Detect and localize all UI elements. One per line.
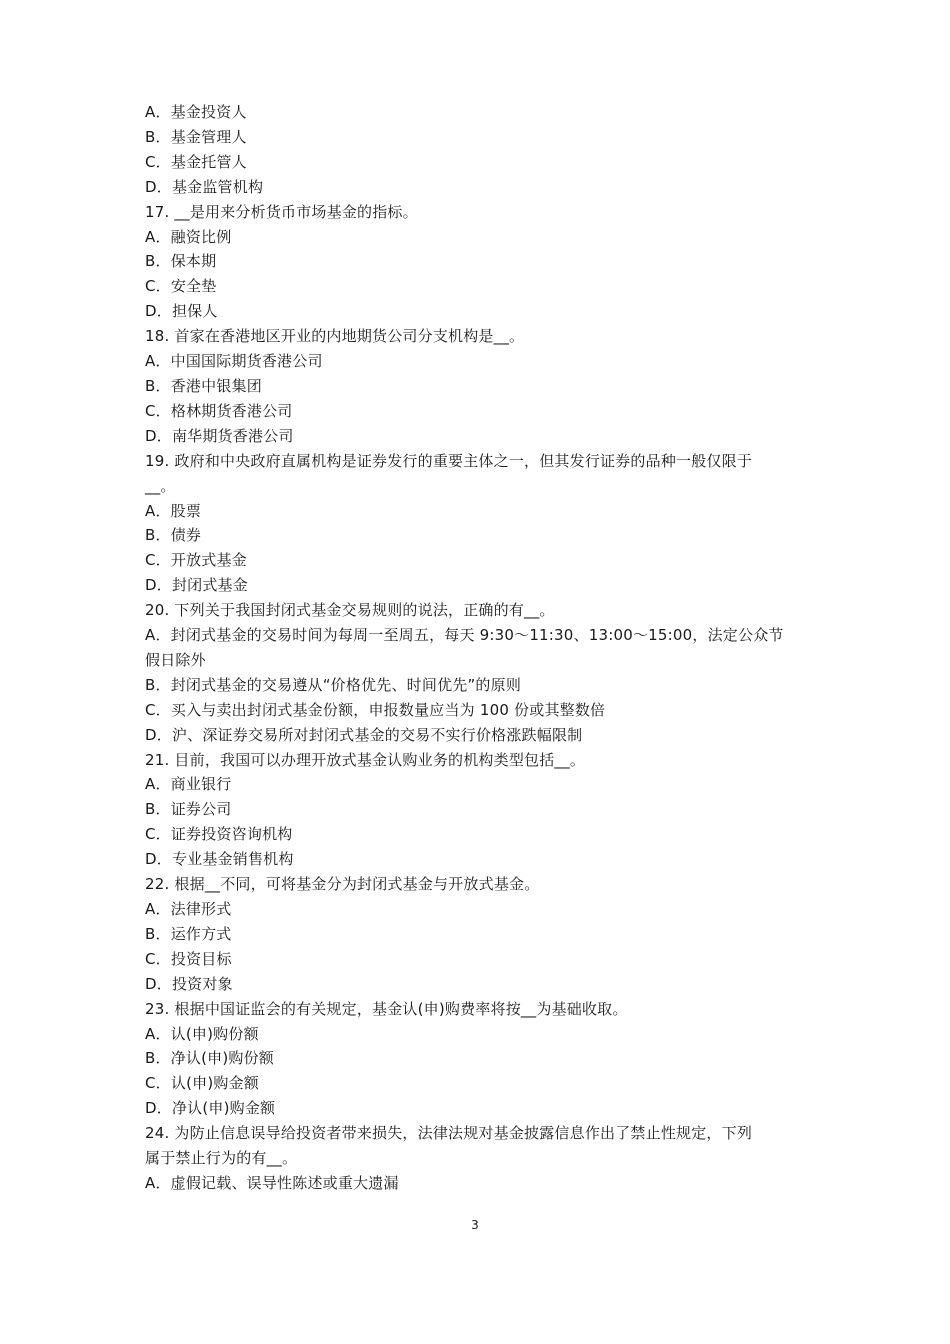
text-line: B．基金管理人 [145, 127, 247, 146]
text-line: D．沪、深证券交易所对封闭式基金的交易不实行价格涨跌幅限制 [145, 725, 583, 744]
text-line: C．投资目标 [145, 949, 232, 968]
text-line: 24. 为防止信息误导给投资者带来损失，法律法规对基金披露信息作出了禁止性规定，下列 [145, 1124, 753, 1143]
text-line: C．证券投资咨询机构 [145, 825, 293, 844]
text-line: A．股票 [145, 501, 202, 520]
text-line: 属于禁止行为的有__。 [145, 1149, 298, 1168]
text-line: 假日除外 [145, 650, 206, 669]
text-line: C．买入与卖出封闭式基金份额，申报数量应当为 100 份或其整数倍 [145, 700, 606, 719]
text-line: B．香港中银集团 [145, 376, 262, 395]
text-line: B．净认(申)购份额 [145, 1049, 274, 1068]
text-line: C．格林期货香港公司 [145, 401, 293, 420]
text-line: D．净认(申)购金额 [145, 1099, 276, 1118]
text-line: A．融资比例 [145, 227, 232, 246]
text-line: D．封闭式基金 [145, 576, 248, 595]
text-line: B．证券公司 [145, 800, 232, 819]
text-line: D．专业基金销售机构 [145, 850, 294, 869]
text-line: 22. 根据__不同，可将基金分为封闭式基金与开放式基金。 [145, 875, 540, 894]
text-line: 18. 首家在香港地区开业的内地期货公司分支机构是__。 [145, 327, 525, 346]
text-line: B．封闭式基金的交易遵从“价格优先、时间优先”的原则 [145, 675, 522, 694]
text-line: B．运作方式 [145, 924, 232, 943]
text-line: 17. __是用来分析货币市场基金的指标。 [145, 202, 418, 221]
text-line: D．南华期货香港公司 [145, 426, 294, 445]
text-line: B．债券 [145, 526, 202, 545]
text-line: A．封闭式基金的交易时间为每周一至周五，每天 9:30～11:30、13:00～15:00，法定公众节 [145, 626, 784, 645]
text-line: D．投资对象 [145, 974, 233, 993]
page-number: 3 [471, 1218, 479, 1232]
text-line: B．保本期 [145, 252, 217, 271]
text-line: A．商业银行 [145, 775, 232, 794]
text-line: A．基金投资人 [145, 103, 247, 121]
text-line: A．法律形式 [145, 900, 232, 918]
text-line: A．虚假记载、误导性陈述或重大遗漏 [145, 1173, 399, 1192]
text-line: C．开放式基金 [145, 551, 247, 570]
text-line: 21. 目前，我国可以办理开放式基金认购业务的机构类型包括__。 [145, 750, 586, 769]
text-line: A．认(申)购份额 [145, 1024, 259, 1043]
text-line: 20. 下列关于我国封闭式基金交易规则的说法，正确的有__。 [145, 601, 555, 620]
text-line: __。 [145, 476, 176, 495]
text-line: C．认(申)购金额 [145, 1074, 259, 1093]
text-line: D．担保人 [145, 302, 218, 321]
text-line: D．基金监管机构 [145, 177, 264, 196]
text-line: C．基金托管人 [145, 152, 247, 171]
text-line: C．安全垫 [145, 277, 217, 296]
text-line: 19. 政府和中央政府直属机构是证券发行的重要主体之一，但其发行证券的品种一般仅限于 [145, 451, 753, 470]
text-line: 23. 根据中国证监会的有关规定，基金认(申)购费率将按__为基础收取。 [145, 999, 628, 1018]
text-line: A．中国国际期货香港公司 [145, 352, 323, 371]
document-body [145, 100, 815, 1196]
